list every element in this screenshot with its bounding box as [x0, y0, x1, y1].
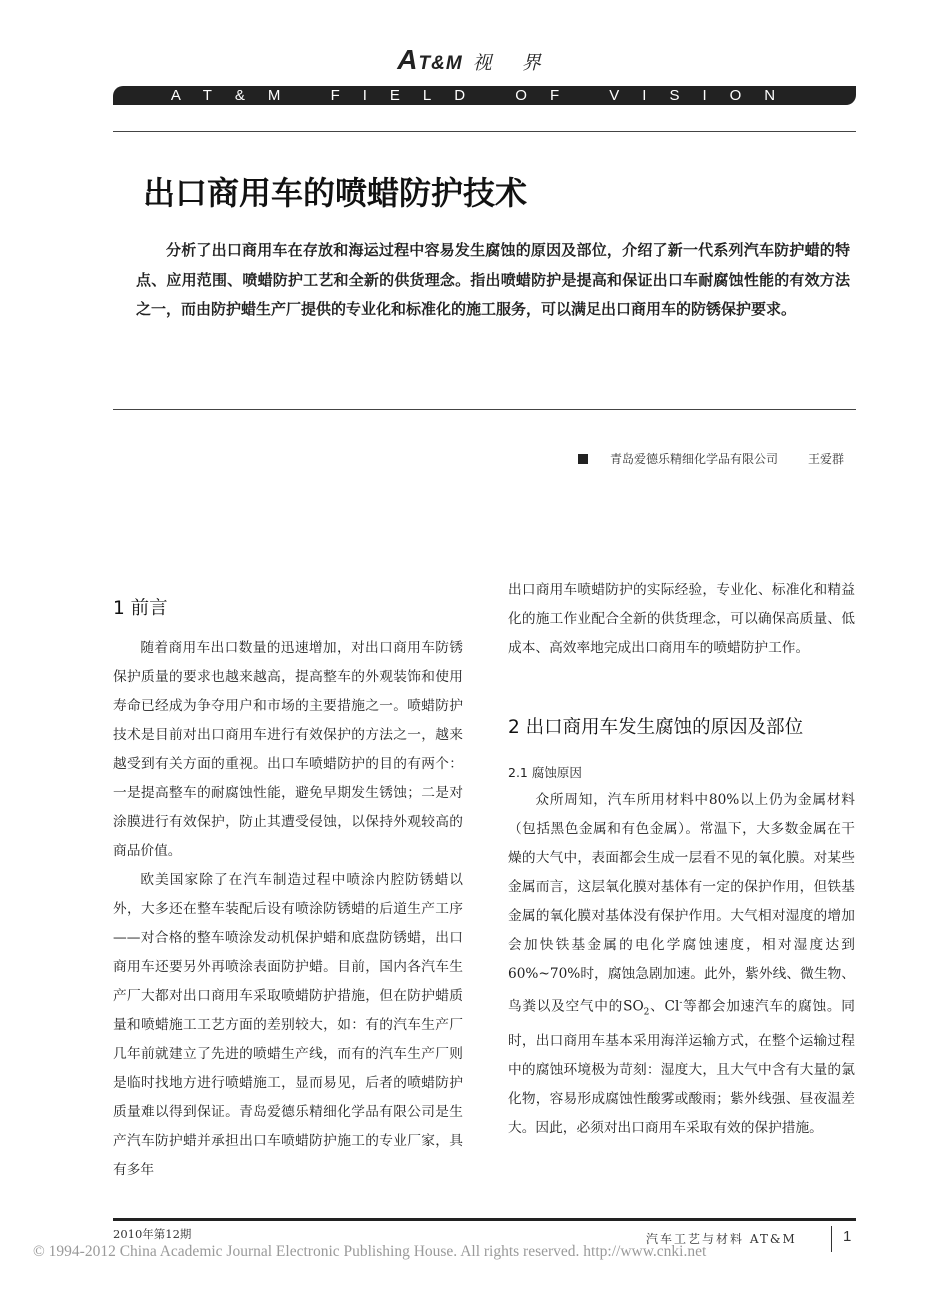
- byline: [578, 450, 844, 467]
- page-number: 1: [843, 1228, 852, 1245]
- text-run: 、Cl: [649, 998, 680, 1015]
- text-run: 等都会加速汽车的腐蚀。同时，出口商用车基本采用海洋运输方式，在整个运输过程中的腐蚀环境极为苛刻：湿度大，且大气中含有大量的氯化物，容易形成腐蚀性酸雾或酸雨；紫外线强、昼夜温差大。因此，必须对出口商用车采取有效的保护措施。: [508, 998, 855, 1137]
- footer-divider: [831, 1226, 832, 1252]
- section-name: 视 界: [472, 52, 553, 74]
- author-name: 王爱群: [807, 452, 844, 466]
- author-affiliation: 青岛爱德乐精细化学品有限公司: [609, 452, 778, 466]
- section-1-heading: 1 前言: [113, 598, 168, 619]
- issue-label: 2010年第12期: [113, 1227, 192, 1241]
- paragraph: 出口商用车喷蜡防护的实际经验，专业化、标准化和精益化的施工作业配合全新的供货理念，可以确保高质量、低成本、高效率地完成出口商用车的喷蜡防护工作。: [508, 582, 855, 656]
- paragraph: [508, 786, 855, 1143]
- footer-rule: [113, 1218, 856, 1221]
- abstract: 分析了出口商用车在存放和海运过程中容易发生腐蚀的原因及部位，介绍了新一代系列汽车防护蜡的特点、应用范围、喷蜡防护工艺和全新的供货理念。指出喷蜡防护是提高和保证出口车耐腐蚀性能的有效方法之一，而由防护蜡生产厂提供的专业化和标准化的施工服务，可以满足出口商用车的防锈保护要求。: [136, 241, 850, 318]
- paragraph: 随着商用车出口数量的迅速增加，对出口商用车防锈保护质量的要求也越来越高，提高整车的外观装饰和使用寿命已经成为争夺用户和市场的主要措施之一。喷蜡防护技术是目前对出口商用车进行有效保护的方法之一，越来越受到有关方面的重视。出口车喷蜡防护的目的有两个：一是提高整车的耐腐蚀性能，避免早期发生锈蚀；二是对涂膜进行有效保护，防止其遭受侵蚀，以保持外观较高的商品价值。: [113, 640, 463, 859]
- journal-logo: [0, 44, 950, 76]
- section-banner: AT&M FIELD OF VISION: [113, 86, 856, 105]
- section-2-heading: 2 出口商用车发生腐蚀的原因及部位: [508, 717, 804, 738]
- subscript: 2: [643, 1007, 650, 1018]
- logo-letter-a: A: [397, 44, 419, 75]
- right-column-body: [508, 786, 855, 1143]
- text-run: 众所周知，汽车所用材料中80%以上仍为金属材料（包括黑色金属和有色金属）。常温下，大多数金属在干燥的大气中，表面都会生成一层看不见的氧化膜。对某些金属而言，这层氧化膜对基体有一定的保护作用，但铁基金属的氧化膜对基体没有保护作用。大气相对湿度的增加会加快铁基金属的电化学腐蚀速度，相对湿度达到60%~70%时，腐蚀急剧加速。此外，紫外线、微生物、鸟粪以及空气中的SO: [508, 792, 855, 1015]
- right-column-continuation: [508, 576, 855, 663]
- paragraph: 欧美国家除了在汽车制造过程中喷涂内腔防锈蜡以外，大多还在整车装配后设有喷涂防锈蜡的后道生产工序——对合格的整车喷涂发动机保护蜡和底盘防锈蜡，出口商用车还要另外再喷涂表面防护蜡。目前，国内各汽车生产厂大都对出口商用车采取喷蜡防护措施，但在防护蜡质量和喷蜡施工工艺方面的差别较大，如：有的汽车生产厂几年前就建立了先进的喷蜡生产线，而有的汽车生产厂则是临时找地方进行喷蜡施工，显而易见，后者的喷蜡防护质量难以得到保证。青岛爱德乐精细化学品有限公司是生产汽车防护蜡并承担出口车喷蜡防护施工的专业厂家，具有多年: [113, 872, 463, 1178]
- abstract-rule: [113, 409, 856, 410]
- section-2-1-heading: 2.1 腐蚀原因: [508, 765, 582, 780]
- superscript: -: [679, 998, 683, 1008]
- bullet-square-icon: [578, 454, 588, 464]
- left-column-body: [113, 634, 463, 1185]
- copyright-watermark: © 1994-2012 China Academic Journal Electronic Publishing House. All rights reserved. http://www.cnki.net: [33, 1243, 707, 1260]
- journal-name: 汽车工艺与材料 AT&M: [646, 1232, 797, 1246]
- article-title: 出口商用车的喷蜡防护技术: [143, 174, 528, 212]
- header-rule: [113, 131, 856, 132]
- logo-text: T&M: [418, 53, 463, 74]
